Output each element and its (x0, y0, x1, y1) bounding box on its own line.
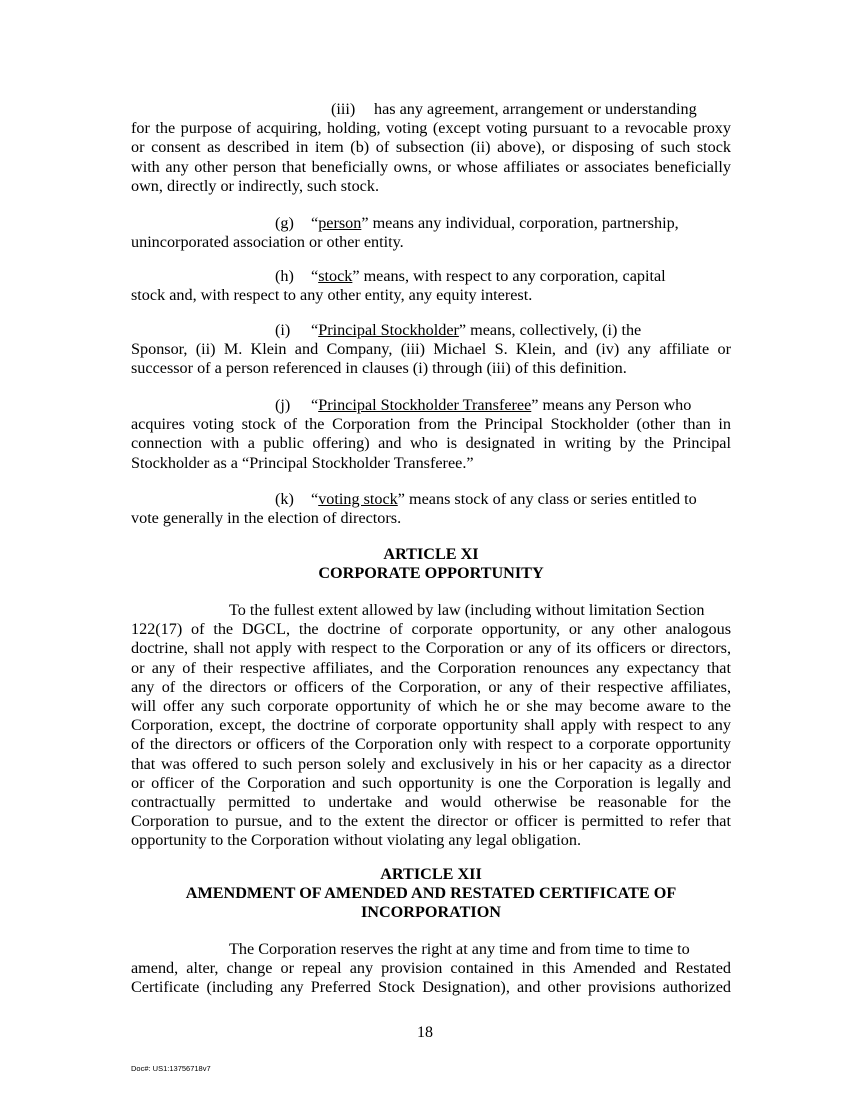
defined-term: Principal Stockholder Transferee (318, 396, 532, 414)
line-text: ” means any Person who (531, 396, 692, 414)
definition-j (131, 396, 731, 473)
line-text: doctrine, shall not apply with respect to the Corporation or any of its officers or directors, (131, 639, 731, 658)
line-text: of the directors or officers of the Corporation only with respect to a corporate opportunity (131, 735, 731, 754)
line-text: that was offered to such person solely and exclusively in his or her capacity as a director (131, 754, 731, 773)
open-quote: “ (311, 490, 319, 508)
item-label: (j) (275, 396, 291, 414)
line-text: will offer any such corporate opportunity of which he or she may become aware to the (131, 697, 731, 716)
definition-h (131, 267, 731, 305)
line-text: Certificate (including any Preferred Stock Designation), and other provisions authorized (131, 978, 731, 997)
item-label: (iii) (331, 100, 356, 118)
line-text: Sponsor, (ii) M. Klein and Company, (iii) Michael S. Klein, and (iv) any affiliate or (131, 340, 731, 359)
item-label: (i) (275, 321, 291, 339)
line-text: has any agreement, arrangement or understanding (374, 100, 697, 118)
paragraph-first-line (131, 321, 731, 340)
item-label: (h) (275, 267, 294, 285)
paragraph-first-line (131, 100, 731, 119)
line-text: or any of their respective affiliates, and the Corporation renounces any expectancy that (131, 658, 731, 677)
definition-g (131, 214, 731, 252)
item-label: (g) (275, 214, 294, 232)
paragraph-first-line (131, 267, 731, 286)
defined-term: Principal Stockholder (318, 321, 459, 339)
open-quote: “ (311, 214, 319, 232)
article-xii-heading (131, 865, 731, 923)
article-xi-heading (131, 545, 731, 583)
open-quote: “ (311, 321, 319, 339)
line-text: any of the directors or officers of the Corporation, or any of their respective affiliates, (131, 677, 731, 696)
paragraph-first-line (131, 214, 731, 233)
article-xi-body (131, 601, 731, 851)
line-text: opportunity to the Corporation without violating any legal obligation. (131, 831, 582, 850)
article-number: ARTICLE XI (383, 545, 479, 563)
article-xii-body (131, 940, 731, 998)
line-text: The Corporation reserves the right at any time and from time to time to (229, 940, 690, 958)
line-text: ” means, with respect to any corporation, capital (352, 267, 666, 285)
line-text: own, directly or indirectly, such stock. (131, 176, 379, 195)
document-id: Doc#: US1:13756718v7 (131, 1064, 211, 1073)
definition-k (131, 490, 731, 528)
line-text: 122(17) of the DGCL, the doctrine of corporate opportunity, or any other analogous (131, 620, 731, 639)
paragraph-first-line (131, 396, 731, 415)
line-text: successor of a person referenced in clauses (i) through (iii) of this definition. (131, 359, 627, 378)
line-text: ” means, collectively, (i) the (458, 321, 642, 339)
article-title: AMENDMENT OF AMENDED AND RESTATED CERTIFICATE OF (185, 884, 677, 903)
line-text: acquires voting stock of the Corporation from the Principal Stockholder (other than in (131, 415, 731, 434)
open-quote: “ (311, 267, 319, 285)
defined-term: stock (318, 267, 353, 285)
line-text: Corporation to pursue, and to the extent the director or officer is permitted to refer that (131, 812, 731, 831)
defined-term: person (318, 214, 362, 232)
page-number: 18 (417, 1024, 433, 1041)
definition-i (131, 321, 731, 379)
line-text: amend, alter, change or repeal any provision contained in this Amended and Restated (131, 959, 731, 978)
article-title: INCORPORATION (361, 903, 501, 922)
defined-term: voting stock (318, 490, 398, 508)
line-text: or officer of the Corporation and such opportunity is one the Corporation is legally and (131, 773, 731, 792)
line-text: ” means any individual, corporation, partnership, (361, 214, 679, 232)
line-text: unincorporated association or other entity. (131, 233, 404, 252)
line-text: with any other person that beneficially owns, or whose affiliates or associates beneficially (131, 157, 731, 176)
line-text: connection with a public offering) and who is designated in writing by the Principal (131, 434, 731, 453)
article-number: ARTICLE XII (380, 865, 482, 883)
paragraph-iii (131, 100, 731, 196)
line-text: Corporation, except, the doctrine of corporate opportunity shall apply with respect to any (131, 716, 731, 735)
line-text: ” means stock of any class or series entitled to (397, 490, 697, 508)
paragraph-first-line (131, 490, 731, 509)
line-text: To the fullest extent allowed by law (including without limitation Section (229, 601, 705, 619)
line-text: stock and, with respect to any other entity, any equity interest. (131, 286, 533, 305)
item-label: (k) (275, 490, 294, 508)
article-title: CORPORATE OPPORTUNITY (318, 564, 544, 583)
line-text: vote generally in the election of directors. (131, 509, 402, 528)
open-quote: “ (311, 396, 319, 414)
line-text: Stockholder as a “Principal Stockholder Transferee.” (131, 453, 474, 472)
line-text: contractually permitted to undertake and would otherwise be reasonable for the (131, 793, 731, 812)
line-text: for the purpose of acquiring, holding, voting (except voting pursuant to a revocable proxy (131, 119, 731, 138)
line-text: or consent as described in item (b) of subsection (ii) above), or disposing of such stock (131, 138, 731, 157)
